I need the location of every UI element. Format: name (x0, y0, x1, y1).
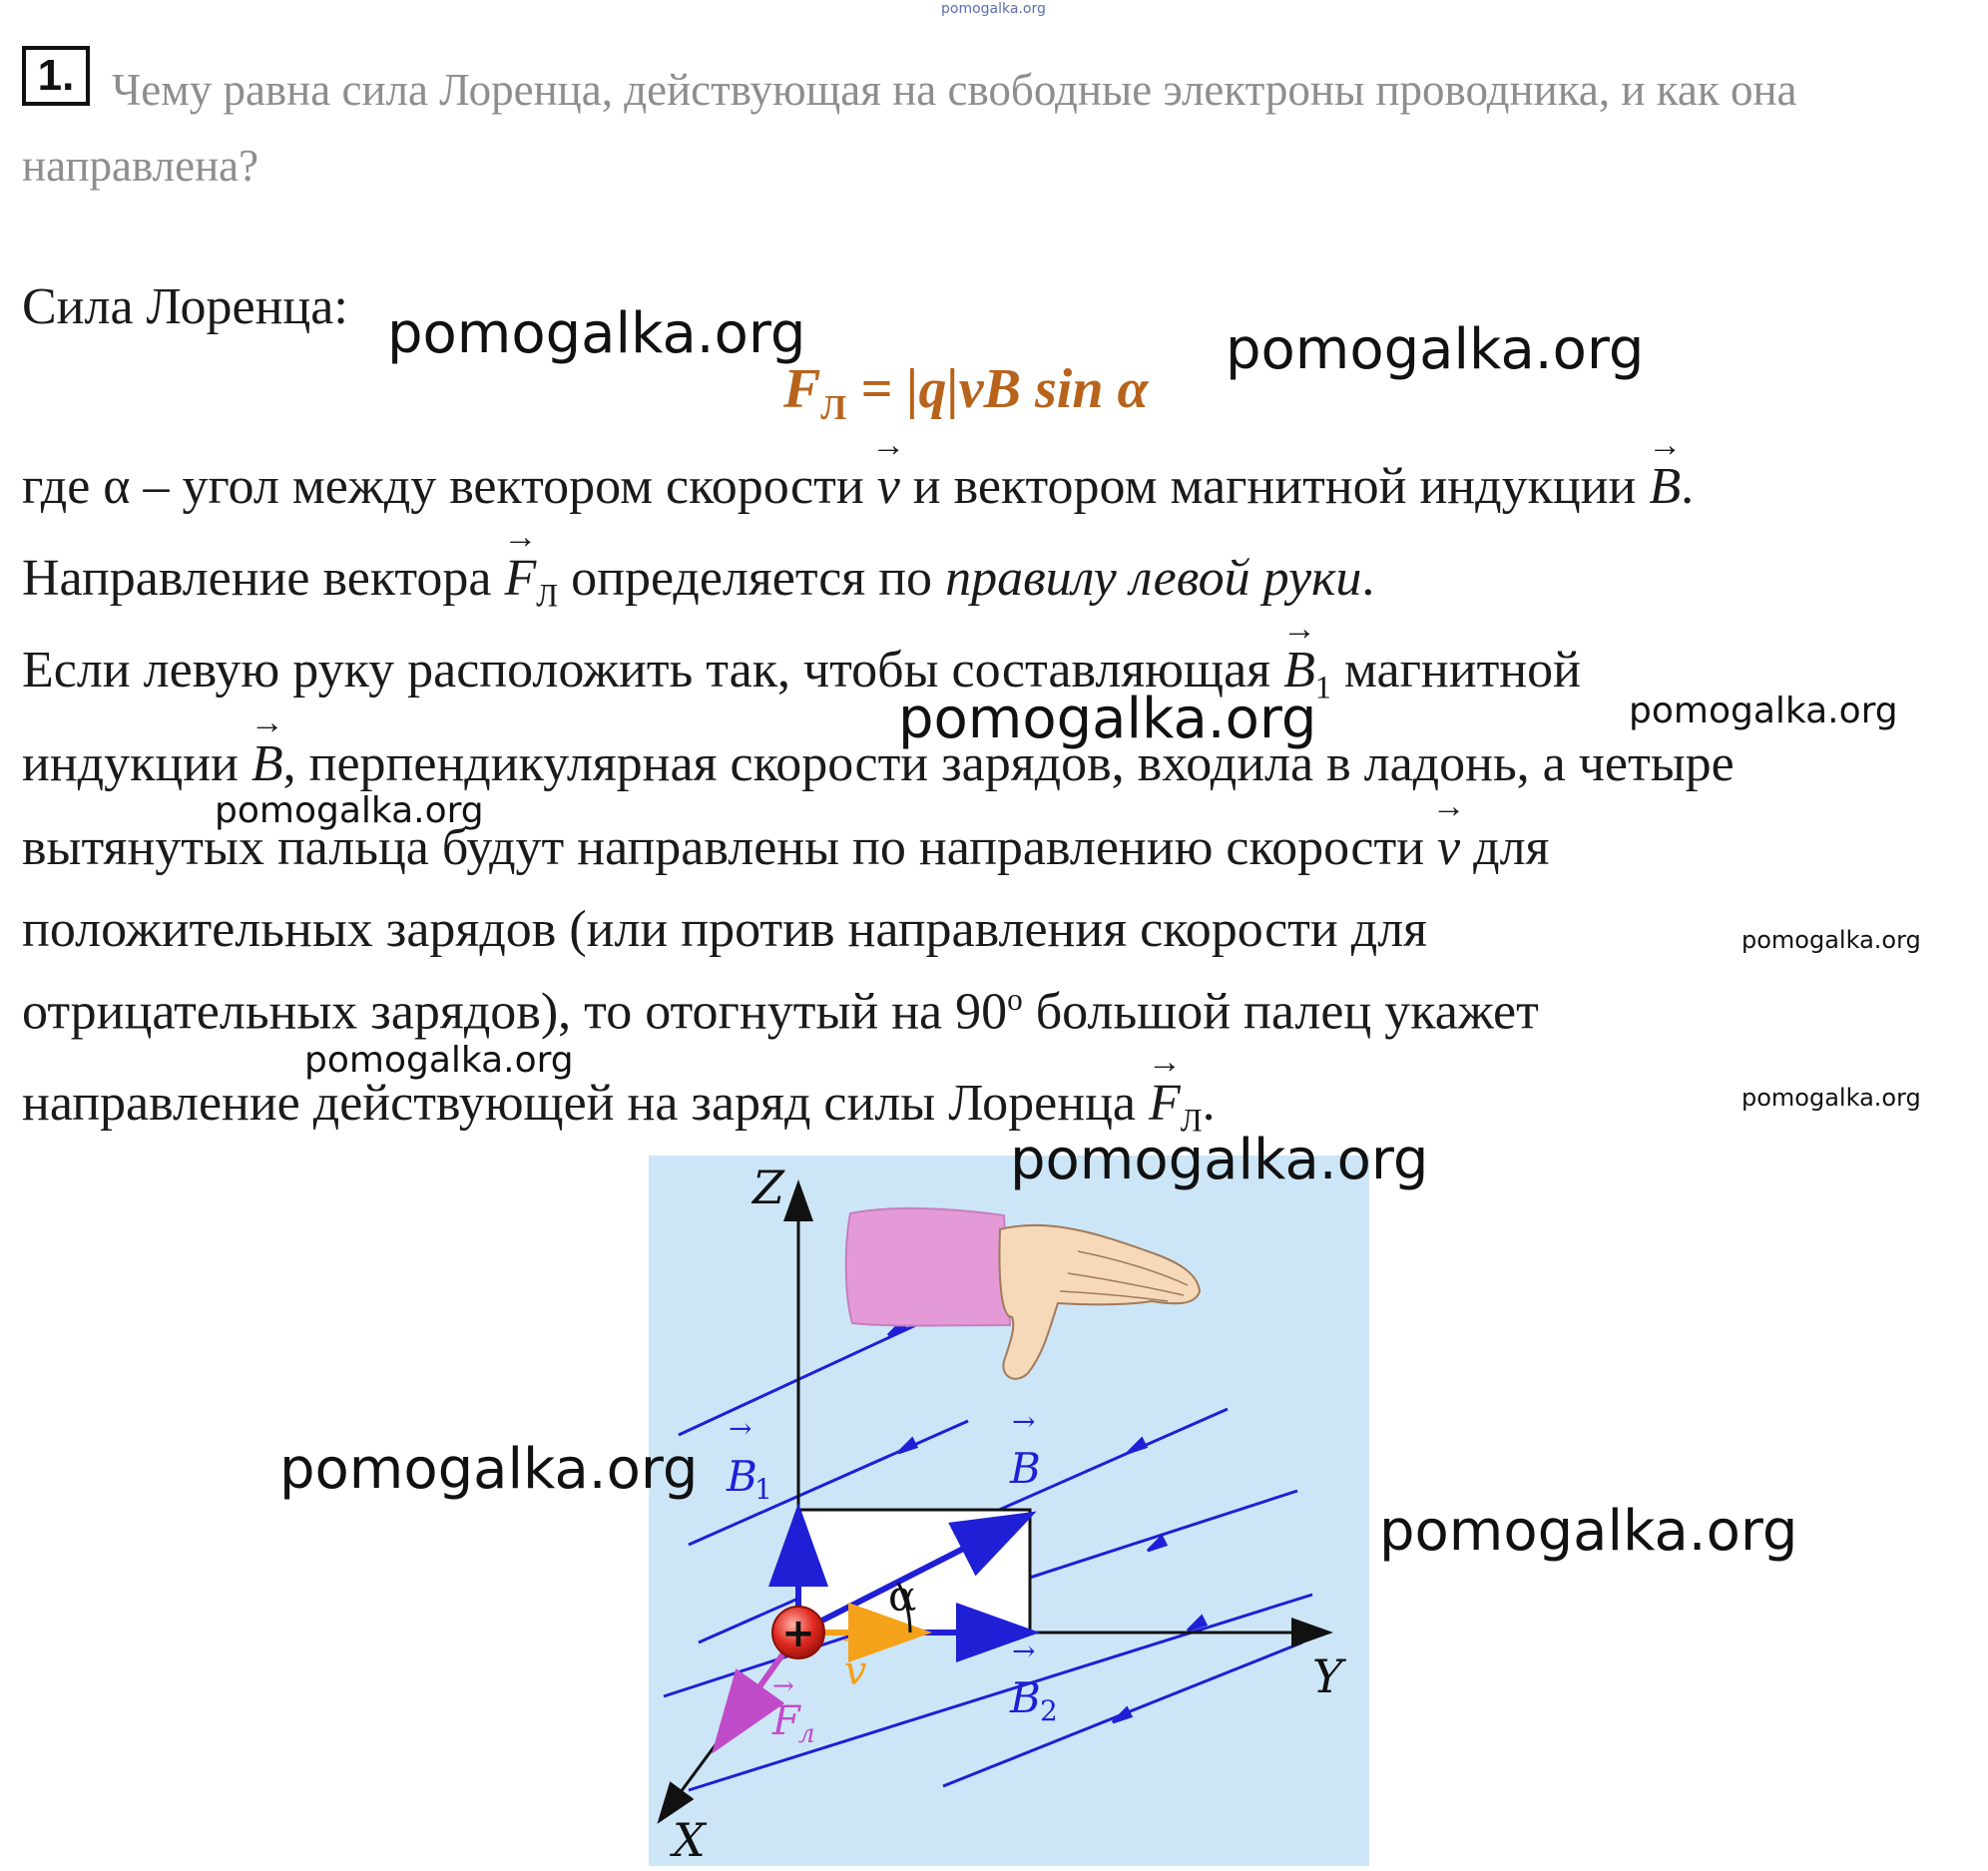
left-hand-rule-diagram (649, 1156, 1369, 1866)
p3-l6-text-a: направление действующей на заряд силы Лоренца (22, 1075, 1149, 1132)
v-arrow: → (842, 1626, 864, 1655)
p2-text-a: Направление вектора (22, 550, 505, 607)
z-label: Z (752, 1161, 784, 1214)
p3-l2-text-a: индукции (22, 735, 251, 792)
question-number: 1. (22, 46, 90, 106)
force-vector-sub: Л (536, 577, 559, 614)
p3-l3-text-a: вытянутых пальца будут направлены по направлению скорости (22, 819, 1438, 876)
paragraph-rule-line-2 (22, 734, 1735, 793)
p3-l1-text-b: магнитной (1330, 642, 1581, 699)
p1-text-c: . (1681, 458, 1695, 515)
b2-arrow: → (1012, 1635, 1036, 1667)
watermark-2: pomogalka.org (1226, 317, 1645, 382)
b-arrow: → (1012, 1405, 1036, 1438)
site-watermark-top: pomogalka.org (941, 1, 1046, 17)
f-label-sub: л (798, 1719, 815, 1749)
p3-l3-text-b: для (1460, 819, 1550, 876)
b1-vector-symbol: → B (1283, 641, 1315, 700)
b-vector-symbol: → B (251, 734, 283, 793)
watermark-1: pomogalka.org (387, 301, 806, 366)
watermark-5: pomogalka.org (215, 790, 484, 831)
formula-force-symbol: F (783, 358, 821, 420)
p1-text-a: где α – угол между вектором скорости (22, 458, 877, 515)
b2-label: B (1010, 1673, 1041, 1722)
y-label: Y (1312, 1649, 1343, 1703)
question-text: Чему равна сила Лоренца, действующая на свободные электроны проводника, и как она направлена? (22, 65, 1797, 191)
b-label: B (1010, 1444, 1041, 1493)
p3-l2-text-b: , перпендикулярная скорости зарядов, входила в ладонь, а четыре (282, 735, 1735, 792)
v-label: v (844, 1648, 867, 1694)
charge-sign: + (781, 1611, 815, 1656)
formula-force-sub: Л (820, 388, 847, 428)
f-label: F (772, 1698, 800, 1744)
diagram-svg (649, 1156, 1369, 1866)
b1-label-sub: 1 (754, 1473, 772, 1506)
paragraph-rule-line-1 (22, 641, 1581, 705)
alpha-label: α (888, 1572, 917, 1621)
paragraph-rule-line-5 (22, 982, 1539, 1041)
x-label: X (673, 1813, 706, 1866)
watermark-8: pomogalka.org (1741, 1084, 1921, 1112)
v-vector-symbol: → v (1437, 818, 1460, 877)
p3-l1-text-a: Если левую руку расположить так, чтобы составляющая (22, 642, 1284, 699)
b1-arrow: → (729, 1412, 752, 1445)
b1-label: B (727, 1452, 757, 1501)
watermark-10: pomogalka.org (279, 1437, 699, 1502)
lorentz-formula (783, 357, 1149, 428)
watermark-9: pomogalka.org (1010, 1128, 1429, 1192)
b2-label-sub: 2 (1040, 1694, 1058, 1727)
p1-text-b: и вектором магнитной индукции (899, 458, 1650, 515)
paragraph-rule-line-4: положительных зарядов (или против направления скорости для (22, 901, 1428, 958)
p3-l5-text-a: отрицательных зарядов), то отогнутый на 90 (22, 983, 1008, 1041)
left-hand-rule-text: правилу левой руки (945, 550, 1362, 607)
sleeve-shape (846, 1208, 1010, 1326)
f-vector-symbol: → F (1149, 1074, 1181, 1133)
paragraph-angle (22, 457, 1694, 516)
watermark-11: pomogalka.org (1379, 1499, 1798, 1564)
p3-l6-text-b: . (1202, 1075, 1216, 1132)
degree-sign: о (1007, 982, 1023, 1017)
f-vector-sub: Л (1180, 1102, 1203, 1139)
induction-vector-symbol: → B (1649, 457, 1681, 516)
watermark-4: pomogalka.org (1629, 691, 1898, 731)
paragraph-direction-rule (22, 549, 1374, 614)
formula-rhs: = |q|vB sin α (846, 358, 1149, 420)
watermark-7: pomogalka.org (304, 1040, 574, 1081)
b1-vector-sub: 1 (1314, 669, 1331, 705)
p2-text-c: . (1361, 550, 1375, 607)
f-arrow: → (772, 1671, 794, 1701)
force-vector-symbol: → F (505, 549, 537, 608)
p2-text-b: определяется по (558, 550, 946, 607)
watermark-3: pomogalka.org (898, 687, 1317, 751)
watermark-6: pomogalka.org (1741, 926, 1921, 954)
formula-label: Сила Лоренца: (22, 278, 348, 335)
velocity-vector-symbol: → v (877, 457, 900, 516)
p3-l5-text-b: большой палец укажет (1022, 983, 1539, 1041)
